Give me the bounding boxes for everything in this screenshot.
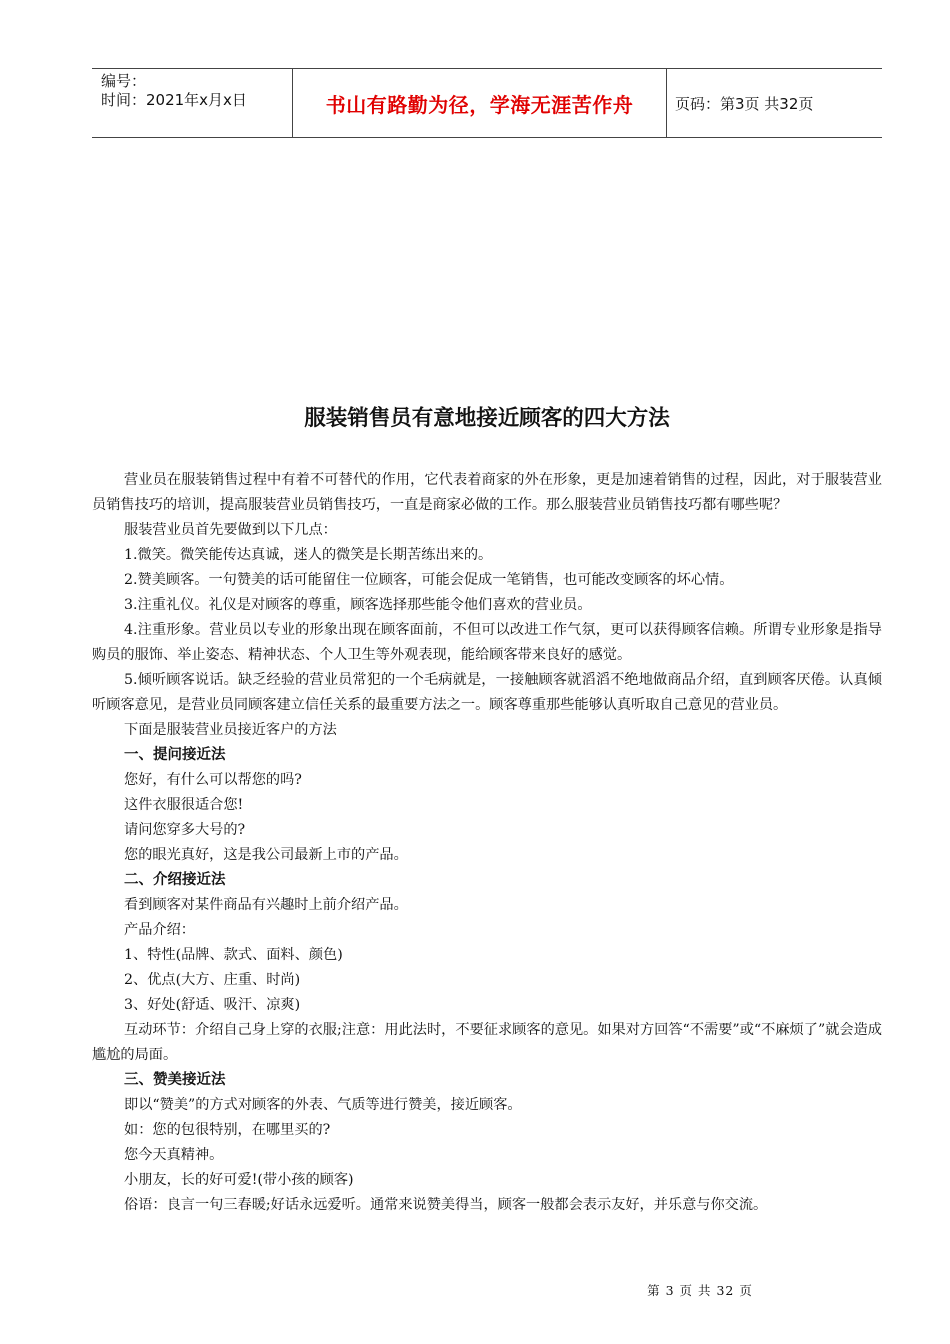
section-heading: 二、介绍接近法	[124, 872, 226, 888]
body-paragraph: 1、特性(品牌、款式、面料、颜色)	[124, 947, 343, 963]
page-header	[92, 68, 882, 138]
body-paragraph: 产品介绍：	[124, 922, 195, 938]
body-paragraph: 俗语：良言一句三春暖;好话永远爱听。通常来说赞美得当，顾客一般都会表示友好，并乐意与你交流。	[124, 1197, 768, 1213]
body-paragraph: 4.注重形象。营业员以专业的形象出现在顾客面前，不但可以改进工作气氛，更可以获得顾客信赖。所谓专业形象是指导购员的服饰、举止姿态、精神状态、个人卫生等外观表现，能给顾客带来良好的感觉。	[92, 622, 882, 663]
body-paragraph: 服装营业员首先要做到以下几点：	[124, 522, 337, 538]
body-paragraph: 3.注重礼仪。礼仪是对顾客的尊重，顾客选择那些能令他们喜欢的营业员。	[124, 597, 592, 613]
body-paragraph: 下面是服装营业员接近客户的方法	[124, 722, 337, 738]
header-motto-cell	[292, 69, 667, 137]
section-heading: 一、提问接近法	[124, 747, 226, 763]
body-paragraph: 看到顾客对某件商品有兴趣时上前介绍产品。	[124, 897, 408, 913]
body-paragraph: 小朋友，长的好可爱!(带小孩的顾客)	[124, 1172, 354, 1188]
body-paragraph: 2.赞美顾客。一句赞美的话可能留住一位顾客，可能会促成一笔销售，也可能改变顾客的坏心情。	[124, 572, 734, 588]
body-paragraph: 5.倾听顾客说话。缺乏经验的营业员常犯的一个毛病就是，一接触顾客就滔滔不绝地做商品介绍，直到顾客厌倦。认真倾听顾客意见，是营业员同顾客建立信任关系的最重要方法之一。顾客尊重那些能够认真听取自己意见的营业员。	[92, 672, 882, 713]
header-page-info: 页码：第3页 共32页	[675, 94, 814, 113]
body-paragraph: 您好，有什么可以帮您的吗?	[124, 772, 302, 788]
header-meta-cell	[92, 69, 292, 137]
body-paragraph: 3、好处(舒适、吸汗、凉爽)	[124, 997, 301, 1013]
body-paragraph: 如：您的包很特别，在哪里买的?	[124, 1122, 331, 1138]
header-motto: 书山有路勤为径，学海无涯苦作舟	[325, 92, 634, 117]
document-body	[92, 468, 882, 1218]
document-number-label: 编号：	[101, 72, 147, 90]
body-paragraph: 您今天真精神。	[124, 1147, 224, 1163]
body-paragraph: 您的眼光真好，这是我公司最新上市的产品。	[124, 847, 408, 863]
body-paragraph: 营业员在服装销售过程中有着不可替代的作用，它代表着商家的外在形象，更是加速着销售的过程，因此，对于服装营业员销售技巧的培训，提高服装营业员销售技巧，一直是商家必做的工作。那么服装营业员销售技巧都有哪些呢？	[92, 472, 882, 513]
page-footer: 第 3 页 共 32 页	[647, 1283, 753, 1298]
body-paragraph: 这件衣服很适合您!	[124, 797, 244, 813]
document-time-label: 时间：2021年x月x日	[101, 91, 247, 109]
body-paragraph: 2、优点(大方、庄重、时尚)	[124, 972, 301, 988]
document-title: 服装销售员有意地接近顾客的四大方法	[304, 406, 670, 431]
body-paragraph: 即以“赞美”的方式对顾客的外表、气质等进行赞美，接近顾客。	[124, 1097, 522, 1113]
header-page-cell	[666, 69, 882, 137]
body-paragraph: 请问您穿多大号的?	[124, 822, 246, 838]
body-paragraph: 1.微笑。微笑能传达真诚，迷人的微笑是长期苦练出来的。	[124, 547, 493, 563]
section-heading: 三、赞美接近法	[124, 1072, 226, 1088]
body-paragraph: 互动环节：介绍自己身上穿的衣服;注意：用此法时，不要征求顾客的意见。如果对方回答“不需要”或“不麻烦了”就会造成尴尬的局面。	[92, 1022, 882, 1063]
